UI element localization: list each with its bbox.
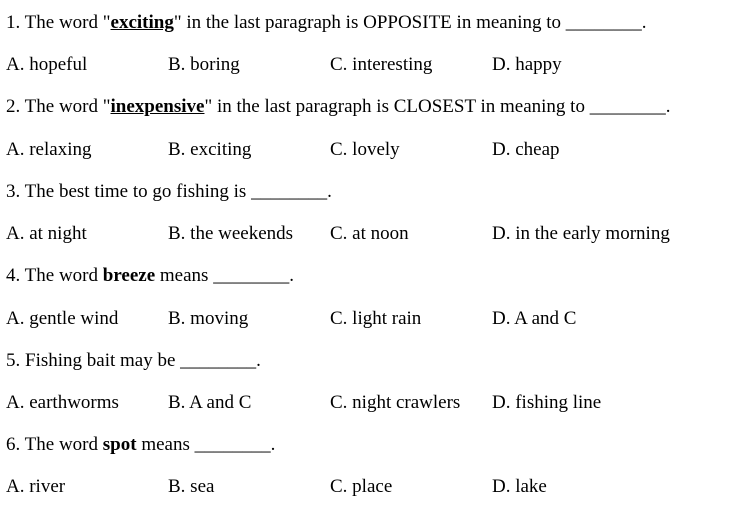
option-d: D. lake (492, 476, 547, 497)
options-6 (6, 474, 744, 500)
question-text: " in the last paragraph is OPPOSITE in meaning to ________. (173, 12, 647, 33)
option-b: B. the weekends (168, 223, 294, 244)
option-a: A. earthworms (6, 392, 119, 413)
option-a: A. relaxing (6, 139, 92, 160)
question-text: The word (24, 265, 103, 286)
options-1 (6, 52, 744, 78)
question-number: 2. (6, 96, 21, 117)
question-6 (6, 432, 275, 458)
question-text: Fishing bait may be ________. (25, 350, 261, 371)
option-c: C. light rain (330, 308, 422, 329)
option-d: D. fishing line (492, 392, 602, 413)
question-number: 1. (6, 12, 21, 33)
option-a: A. gentle wind (6, 308, 119, 329)
question-2 (6, 94, 670, 120)
option-d: D. happy (492, 54, 562, 75)
option-a: A. at night (6, 223, 87, 244)
question-4 (6, 263, 294, 289)
option-c: C. at noon (330, 223, 409, 244)
option-b: B. boring (168, 54, 240, 75)
option-c: C. place (330, 476, 393, 497)
option-b: B. exciting (168, 139, 252, 160)
question-text: The word " (24, 96, 111, 117)
question-text: means ________. (136, 434, 276, 455)
keyword: inexpensive (110, 96, 205, 117)
question-5 (6, 348, 261, 374)
option-a: A. hopeful (6, 54, 88, 75)
option-b: B. A and C (168, 392, 252, 413)
option-a: A. river (6, 476, 66, 497)
question-number: 4. (6, 265, 21, 286)
option-b: B. sea (168, 476, 215, 497)
option-d: D. cheap (492, 139, 560, 160)
options-5 (6, 390, 744, 416)
keyword: spot (102, 434, 137, 455)
options-3 (6, 221, 744, 247)
question-text: " in the last paragraph is CLOSEST in meaning to ________. (204, 96, 671, 117)
question-number: 6. (6, 434, 21, 455)
question-text: The word (24, 434, 103, 455)
option-d: D. in the early morning (492, 223, 670, 244)
question-text: The word " (24, 12, 111, 33)
keyword: breeze (102, 265, 156, 286)
question-text: The best time to go fishing is ________. (24, 181, 332, 202)
question-number: 3. (6, 181, 21, 202)
option-c: C. interesting (330, 54, 433, 75)
options-4 (6, 306, 744, 332)
options-2 (6, 137, 744, 163)
question-1 (6, 10, 647, 36)
question-number: 5. (6, 350, 21, 371)
option-c: C. lovely (330, 139, 400, 160)
option-d: D. A and C (492, 308, 577, 329)
question-text: means ________. (155, 265, 294, 286)
option-b: B. moving (168, 308, 249, 329)
question-3 (6, 179, 332, 205)
keyword: exciting (110, 12, 174, 33)
option-c: C. night crawlers (330, 392, 461, 413)
